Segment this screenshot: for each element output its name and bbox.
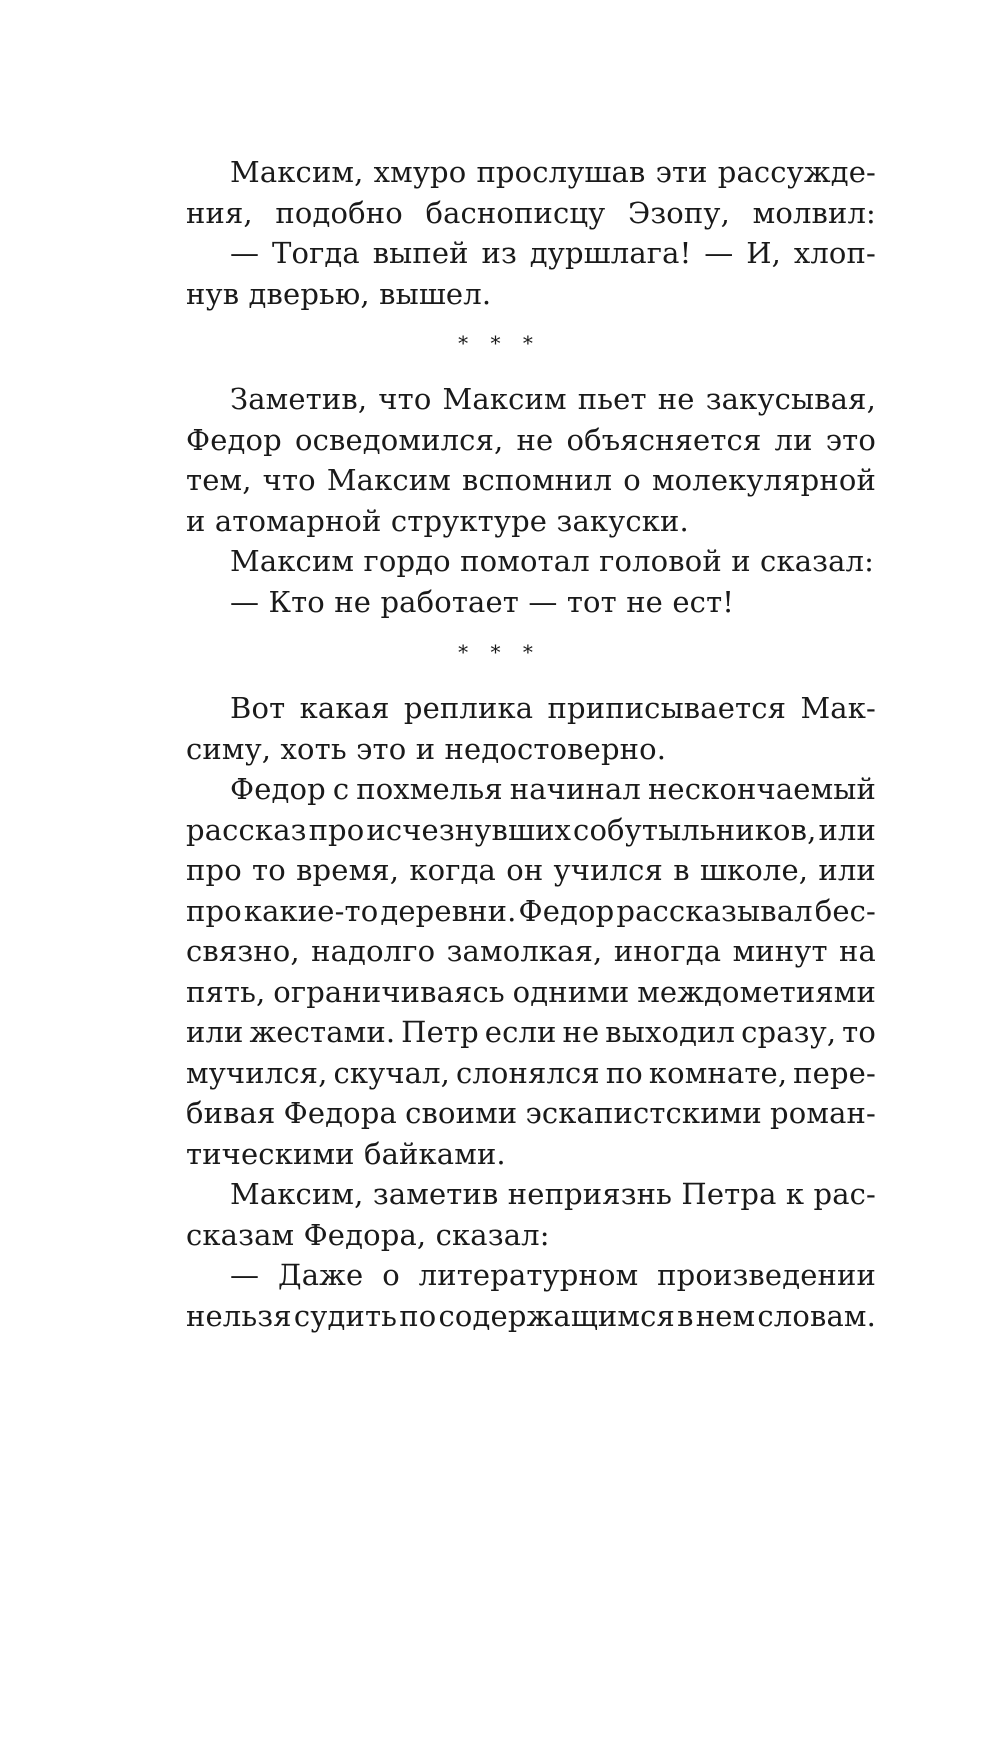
word: одними <box>512 974 630 1009</box>
text-line <box>186 420 876 461</box>
text-line <box>186 688 876 729</box>
word: Максим <box>326 463 451 497</box>
word: Максим, <box>230 155 364 189</box>
text-line: Максим гордо помотал головой и сказал: <box>230 544 875 578</box>
text-line: тическими байками. <box>186 1136 506 1171</box>
word: заметив <box>372 1177 499 1211</box>
word: Федор <box>186 422 282 457</box>
word: про <box>186 853 242 887</box>
word: или <box>818 853 876 887</box>
word: что <box>262 463 316 497</box>
word: приписывается <box>547 691 787 725</box>
word: он <box>506 853 544 887</box>
word: закусывая, <box>705 382 876 416</box>
word: своими <box>405 1096 518 1130</box>
word: вспомнил <box>462 463 613 497</box>
word: по <box>605 1055 643 1090</box>
word: роман- <box>770 1096 876 1130</box>
word: о <box>623 463 641 497</box>
word: к <box>785 1177 805 1211</box>
word: выходил <box>605 1015 736 1049</box>
word: время, <box>296 853 400 887</box>
word: рас- <box>813 1177 876 1211</box>
word: междометиями <box>637 974 876 1009</box>
word: по <box>399 1298 437 1333</box>
word: сразу, <box>741 1015 837 1049</box>
text-line: сказам Федора, сказал: <box>186 1217 550 1252</box>
text-line <box>186 1053 876 1094</box>
word: пьет <box>577 382 647 416</box>
word: скучал, <box>333 1055 451 1090</box>
text-line: — Кто не работает — тот не ест! <box>230 584 735 619</box>
text-line <box>186 1255 876 1296</box>
word: в <box>677 1298 694 1333</box>
word: Мак- <box>800 691 876 725</box>
word: на <box>839 934 876 968</box>
word: Максим <box>442 382 567 416</box>
text-line <box>186 769 876 810</box>
word: пять, <box>186 974 266 1009</box>
word: пере- <box>793 1055 876 1090</box>
text-line: нув дверью, вышел. <box>186 276 492 311</box>
word: Петр <box>401 1015 479 1049</box>
word: с <box>332 772 350 806</box>
word: ли <box>774 422 813 457</box>
word: то <box>252 853 286 887</box>
word: Даже <box>278 1258 364 1292</box>
word: выпей <box>372 236 469 270</box>
word: литературном <box>418 1258 639 1292</box>
word: про <box>186 893 242 928</box>
text-line: симу, хоть это и недостоверно. <box>186 731 667 766</box>
word: или <box>186 1015 244 1049</box>
word: Эзопу, <box>628 195 730 230</box>
word: хлоп- <box>793 236 876 270</box>
word: ния, <box>186 195 253 230</box>
word: молекулярной <box>651 463 876 497</box>
word: — <box>230 236 260 270</box>
text-line <box>186 193 876 234</box>
word: какая <box>299 691 390 725</box>
word: подобно <box>275 195 403 230</box>
word: Максим, <box>230 1177 364 1211</box>
word: Тогда <box>271 236 360 270</box>
word: школе, <box>699 853 809 887</box>
word: учился <box>553 853 663 887</box>
word: не <box>562 1015 600 1049</box>
word: похмелья <box>356 772 503 806</box>
text-line <box>186 1012 876 1053</box>
word: из <box>481 236 517 270</box>
word: надолго <box>311 934 436 968</box>
word: хмуро <box>373 155 467 189</box>
word: когда <box>409 853 496 887</box>
word: мучился, <box>186 1055 328 1090</box>
section-separator-2: * * * <box>458 640 541 664</box>
word: бивая <box>186 1096 276 1130</box>
text-line <box>186 810 876 851</box>
word: — <box>704 236 734 270</box>
word: — <box>230 1258 260 1292</box>
word: в <box>673 853 690 887</box>
word: про <box>308 812 365 847</box>
word: Петра <box>681 1177 777 1211</box>
word: произведении <box>657 1258 876 1292</box>
word: молвил: <box>752 195 876 230</box>
word: эскапистскими <box>525 1096 762 1130</box>
text-line <box>186 460 876 501</box>
text-line <box>186 972 876 1013</box>
text-section-1 <box>186 152 876 314</box>
word: комнате, <box>648 1055 788 1090</box>
word: какие-то <box>243 893 379 928</box>
word: дуршлага! <box>529 236 692 270</box>
word: неприязнь <box>507 1177 673 1211</box>
word: судить <box>293 1298 398 1333</box>
word: не <box>657 382 695 416</box>
word: баснописцу <box>425 195 606 230</box>
word: то <box>842 1015 876 1049</box>
word: минут <box>732 934 828 968</box>
word: ограничиваясь <box>273 974 505 1009</box>
word: собутыльников, <box>573 812 817 847</box>
word: Федора <box>283 1096 397 1130</box>
word: не <box>516 422 554 457</box>
word: жестами. <box>249 1015 396 1049</box>
word: бес- <box>814 893 876 928</box>
word: или <box>818 812 876 847</box>
word: что <box>378 382 432 416</box>
word: рассказывал <box>616 893 813 928</box>
word: нем <box>695 1298 756 1333</box>
word: рассказ <box>186 812 307 847</box>
word: это <box>825 422 876 457</box>
word: деревни. <box>380 893 517 928</box>
word: содержащимся <box>438 1298 675 1333</box>
word: Федор <box>230 772 326 806</box>
text-line <box>186 931 876 972</box>
text-section-2 <box>186 379 876 622</box>
word: если <box>484 1015 557 1049</box>
word: о <box>382 1258 400 1292</box>
text-line <box>186 850 876 891</box>
word: нескончаемый <box>647 772 876 806</box>
text-line <box>186 152 876 193</box>
text-line <box>186 379 876 420</box>
word: прослушав <box>476 155 646 189</box>
word: связно, <box>186 934 300 968</box>
word: словам. <box>757 1298 876 1333</box>
word: И, <box>746 236 781 270</box>
text-section-3 <box>186 688 876 1336</box>
text-line: и атомарной структуре закуски. <box>186 503 689 538</box>
word: Заметив, <box>230 382 368 416</box>
word: Федор <box>518 893 615 928</box>
word: тем, <box>186 463 252 497</box>
word: исчезнувших <box>366 812 572 847</box>
text-line <box>186 1093 876 1134</box>
word: объясняется <box>566 422 762 457</box>
word: нельзя <box>186 1298 292 1333</box>
text-line <box>186 233 876 274</box>
word: начинал <box>509 772 641 806</box>
word: осведомился, <box>295 422 504 457</box>
word: Вот <box>230 691 286 725</box>
text-line <box>186 1174 876 1215</box>
section-separator-1: * * * <box>458 331 541 355</box>
word: иногда <box>613 934 722 968</box>
text-line <box>186 891 876 932</box>
word: реплика <box>403 691 534 725</box>
text-line <box>186 1296 876 1337</box>
word: рассужде- <box>717 155 876 189</box>
word: эти <box>655 155 708 189</box>
word: слонялся <box>455 1055 600 1090</box>
word: замолкая, <box>446 934 603 968</box>
